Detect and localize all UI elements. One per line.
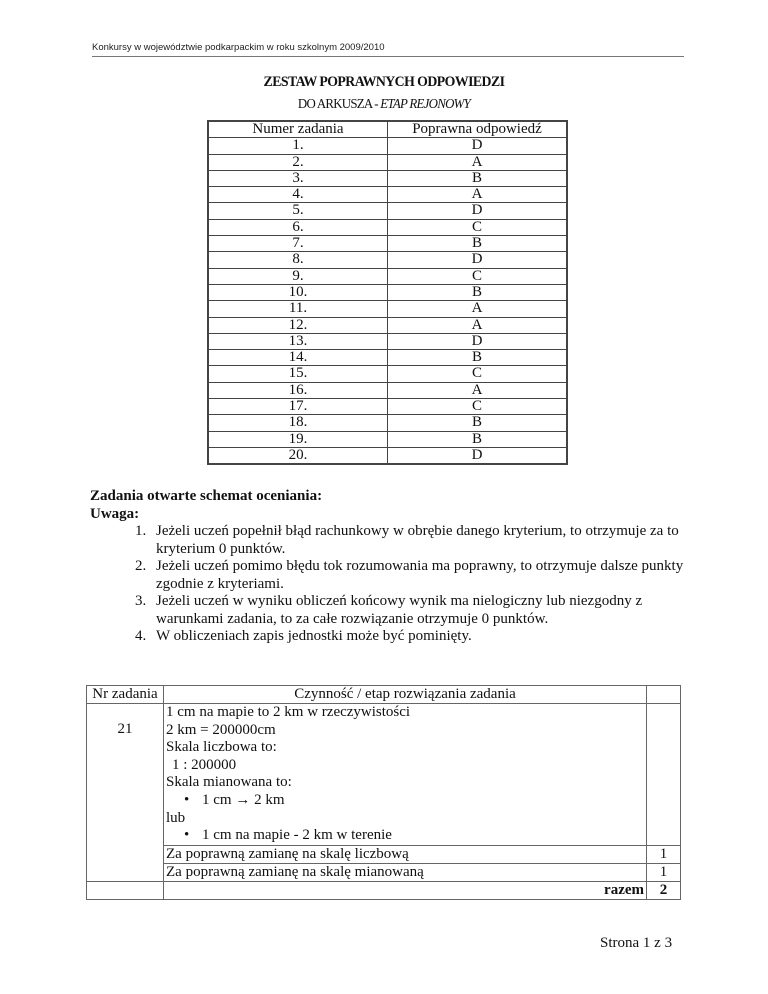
task-number-cell: 9.: [208, 268, 388, 284]
total-empty-cell: [87, 881, 164, 899]
total-row: [87, 881, 681, 899]
task-number-cell: 16.: [208, 382, 388, 398]
step-line: 1 : 200000: [172, 756, 237, 773]
note-item: 4. W obliczeniach zapis jednostki może być pominięty.: [150, 628, 710, 646]
answers-header-row: [208, 121, 567, 138]
criterion-points: 1: [647, 863, 681, 881]
header-task-number: Numer zadania: [208, 121, 388, 138]
answer-cell: B: [388, 415, 568, 431]
table-row: [208, 203, 567, 219]
answer-cell: A: [388, 154, 568, 170]
table-row: [208, 317, 567, 333]
table-row: [208, 399, 567, 415]
total-label: razem: [164, 881, 647, 899]
task-number-cell: 4.: [208, 187, 388, 203]
table-row: [208, 431, 567, 447]
scoring-steps-row: [87, 704, 681, 846]
bullet-text: 1 cm na mapie - 2 km w terenie: [202, 827, 392, 844]
task-number-cell: [87, 704, 164, 882]
scoring-header-row: [87, 686, 681, 704]
table-row: [208, 366, 567, 382]
table-row: [208, 333, 567, 349]
task-number: 21: [117, 721, 133, 737]
total-points: 2: [647, 881, 681, 899]
task-number-cell: 18.: [208, 415, 388, 431]
notes-heading: Zadania otwarte schemat oceniania:: [90, 488, 323, 504]
answer-cell: A: [388, 317, 568, 333]
answers-table: [207, 120, 568, 465]
step-line: Skala liczbowa to:: [166, 739, 277, 756]
task-number-cell: 1.: [208, 138, 388, 154]
note-item: 2. Jeżeli uczeń pomimo błędu tok rozumowania ma poprawny, to otrzymuje dalsze punkty zgodnie z kryteriami.: [150, 558, 710, 593]
step-bullet: [166, 827, 644, 845]
solution-steps: [164, 704, 647, 846]
bullet-text: 1 cm → 2 km: [202, 791, 285, 808]
table-row: [208, 268, 567, 284]
table-row: [208, 187, 567, 203]
answer-cell: B: [388, 284, 568, 300]
table-row: [208, 154, 567, 170]
task-number-cell: 19.: [208, 431, 388, 447]
page-subtitle: [31, 97, 738, 113]
task-number-cell: 2.: [208, 154, 388, 170]
table-row: [208, 301, 567, 317]
header-pts: [647, 686, 681, 704]
note-item: 1. Jeżeli uczeń popełnił błąd rachunkowy w obrębie danego kryterium, to otrzymuje za to kryterium 0 punktów.: [150, 523, 710, 558]
criterion-label: Za poprawną zamianę na skalę liczbową: [164, 845, 647, 863]
answer-cell: B: [388, 236, 568, 252]
header-desc: Czynność / etap rozwiązania zadania: [164, 686, 647, 704]
answer-cell: D: [388, 203, 568, 219]
answer-cell: A: [388, 382, 568, 398]
grading-notes: [90, 488, 710, 646]
answer-cell: A: [388, 301, 568, 317]
task-number-cell: 5.: [208, 203, 388, 219]
step-bullet: [166, 792, 644, 810]
answer-cell: C: [388, 219, 568, 235]
answer-cell: B: [388, 170, 568, 186]
notes-list: [90, 523, 710, 646]
step-line: Skala mianowana to:: [166, 774, 292, 791]
task-number-cell: 11.: [208, 301, 388, 317]
criterion-row: [87, 845, 681, 863]
table-row: [208, 236, 567, 252]
table-row: [208, 138, 567, 154]
table-row: [208, 170, 567, 186]
page-number: Strona 1 z 3: [600, 935, 673, 951]
page-title: ZESTAW POPRAWNYCH ODPOWIEDZI: [263, 74, 505, 90]
answer-cell: B: [388, 431, 568, 447]
task-number-cell: 6.: [208, 219, 388, 235]
answer-cell: C: [388, 268, 568, 284]
running-head: Konkursy w województwie podkarpackim w roku szkolnym 2009/2010: [92, 42, 684, 57]
task-number-cell: 15.: [208, 366, 388, 382]
steps-points-cell: [647, 704, 681, 846]
task-number-cell: 20.: [208, 447, 388, 464]
table-row: [208, 447, 567, 464]
answer-cell: D: [388, 333, 568, 349]
step-line: lub: [166, 809, 186, 826]
answer-cell: C: [388, 366, 568, 382]
bullet-icon: •: [184, 791, 190, 808]
step-line: 1 cm na mapie to 2 km w rzeczywistości: [166, 704, 411, 720]
step-line: 2 km = 200000cm: [166, 721, 276, 738]
task-number-cell: 13.: [208, 333, 388, 349]
answer-cell: B: [388, 350, 568, 366]
subtitle-stage: ETAP REJONOWY: [380, 97, 471, 112]
table-row: [208, 415, 567, 431]
bullet-icon: •: [184, 827, 190, 844]
note-item: 3. Jeżeli uczeń w wyniku obliczeń końcowy wynik ma nielogiczny lub niezgodny z warunkami zadania, to za całe rozwiązanie otrzymuje 0 punktów.: [150, 593, 710, 628]
table-row: [208, 350, 567, 366]
answer-cell: D: [388, 252, 568, 268]
task-number-cell: 3.: [208, 170, 388, 186]
table-row: [208, 284, 567, 300]
task-number-cell: 12.: [208, 317, 388, 333]
answer-cell: D: [388, 447, 568, 464]
table-row: [208, 252, 567, 268]
notes-uwaga: Uwaga:: [90, 505, 140, 522]
criterion-points: 1: [647, 845, 681, 863]
criterion-row: [87, 863, 681, 881]
scoring-table: [86, 685, 681, 900]
header-nr: Nr zadania: [87, 686, 164, 704]
task-number-cell: 8.: [208, 252, 388, 268]
task-number-cell: 10.: [208, 284, 388, 300]
answer-cell: C: [388, 399, 568, 415]
task-number-cell: 7.: [208, 236, 388, 252]
task-number-cell: 17.: [208, 399, 388, 415]
table-row: [208, 382, 567, 398]
table-row: [208, 219, 567, 235]
subtitle-prefix: DO ARKUSZA -: [297, 97, 381, 112]
criterion-label: Za poprawną zamianę na skalę mianowaną: [164, 863, 647, 881]
answer-cell: A: [388, 187, 568, 203]
header-correct-answer: Poprawna odpowiedź: [388, 121, 568, 138]
task-number-cell: 14.: [208, 350, 388, 366]
answer-cell: D: [388, 138, 568, 154]
